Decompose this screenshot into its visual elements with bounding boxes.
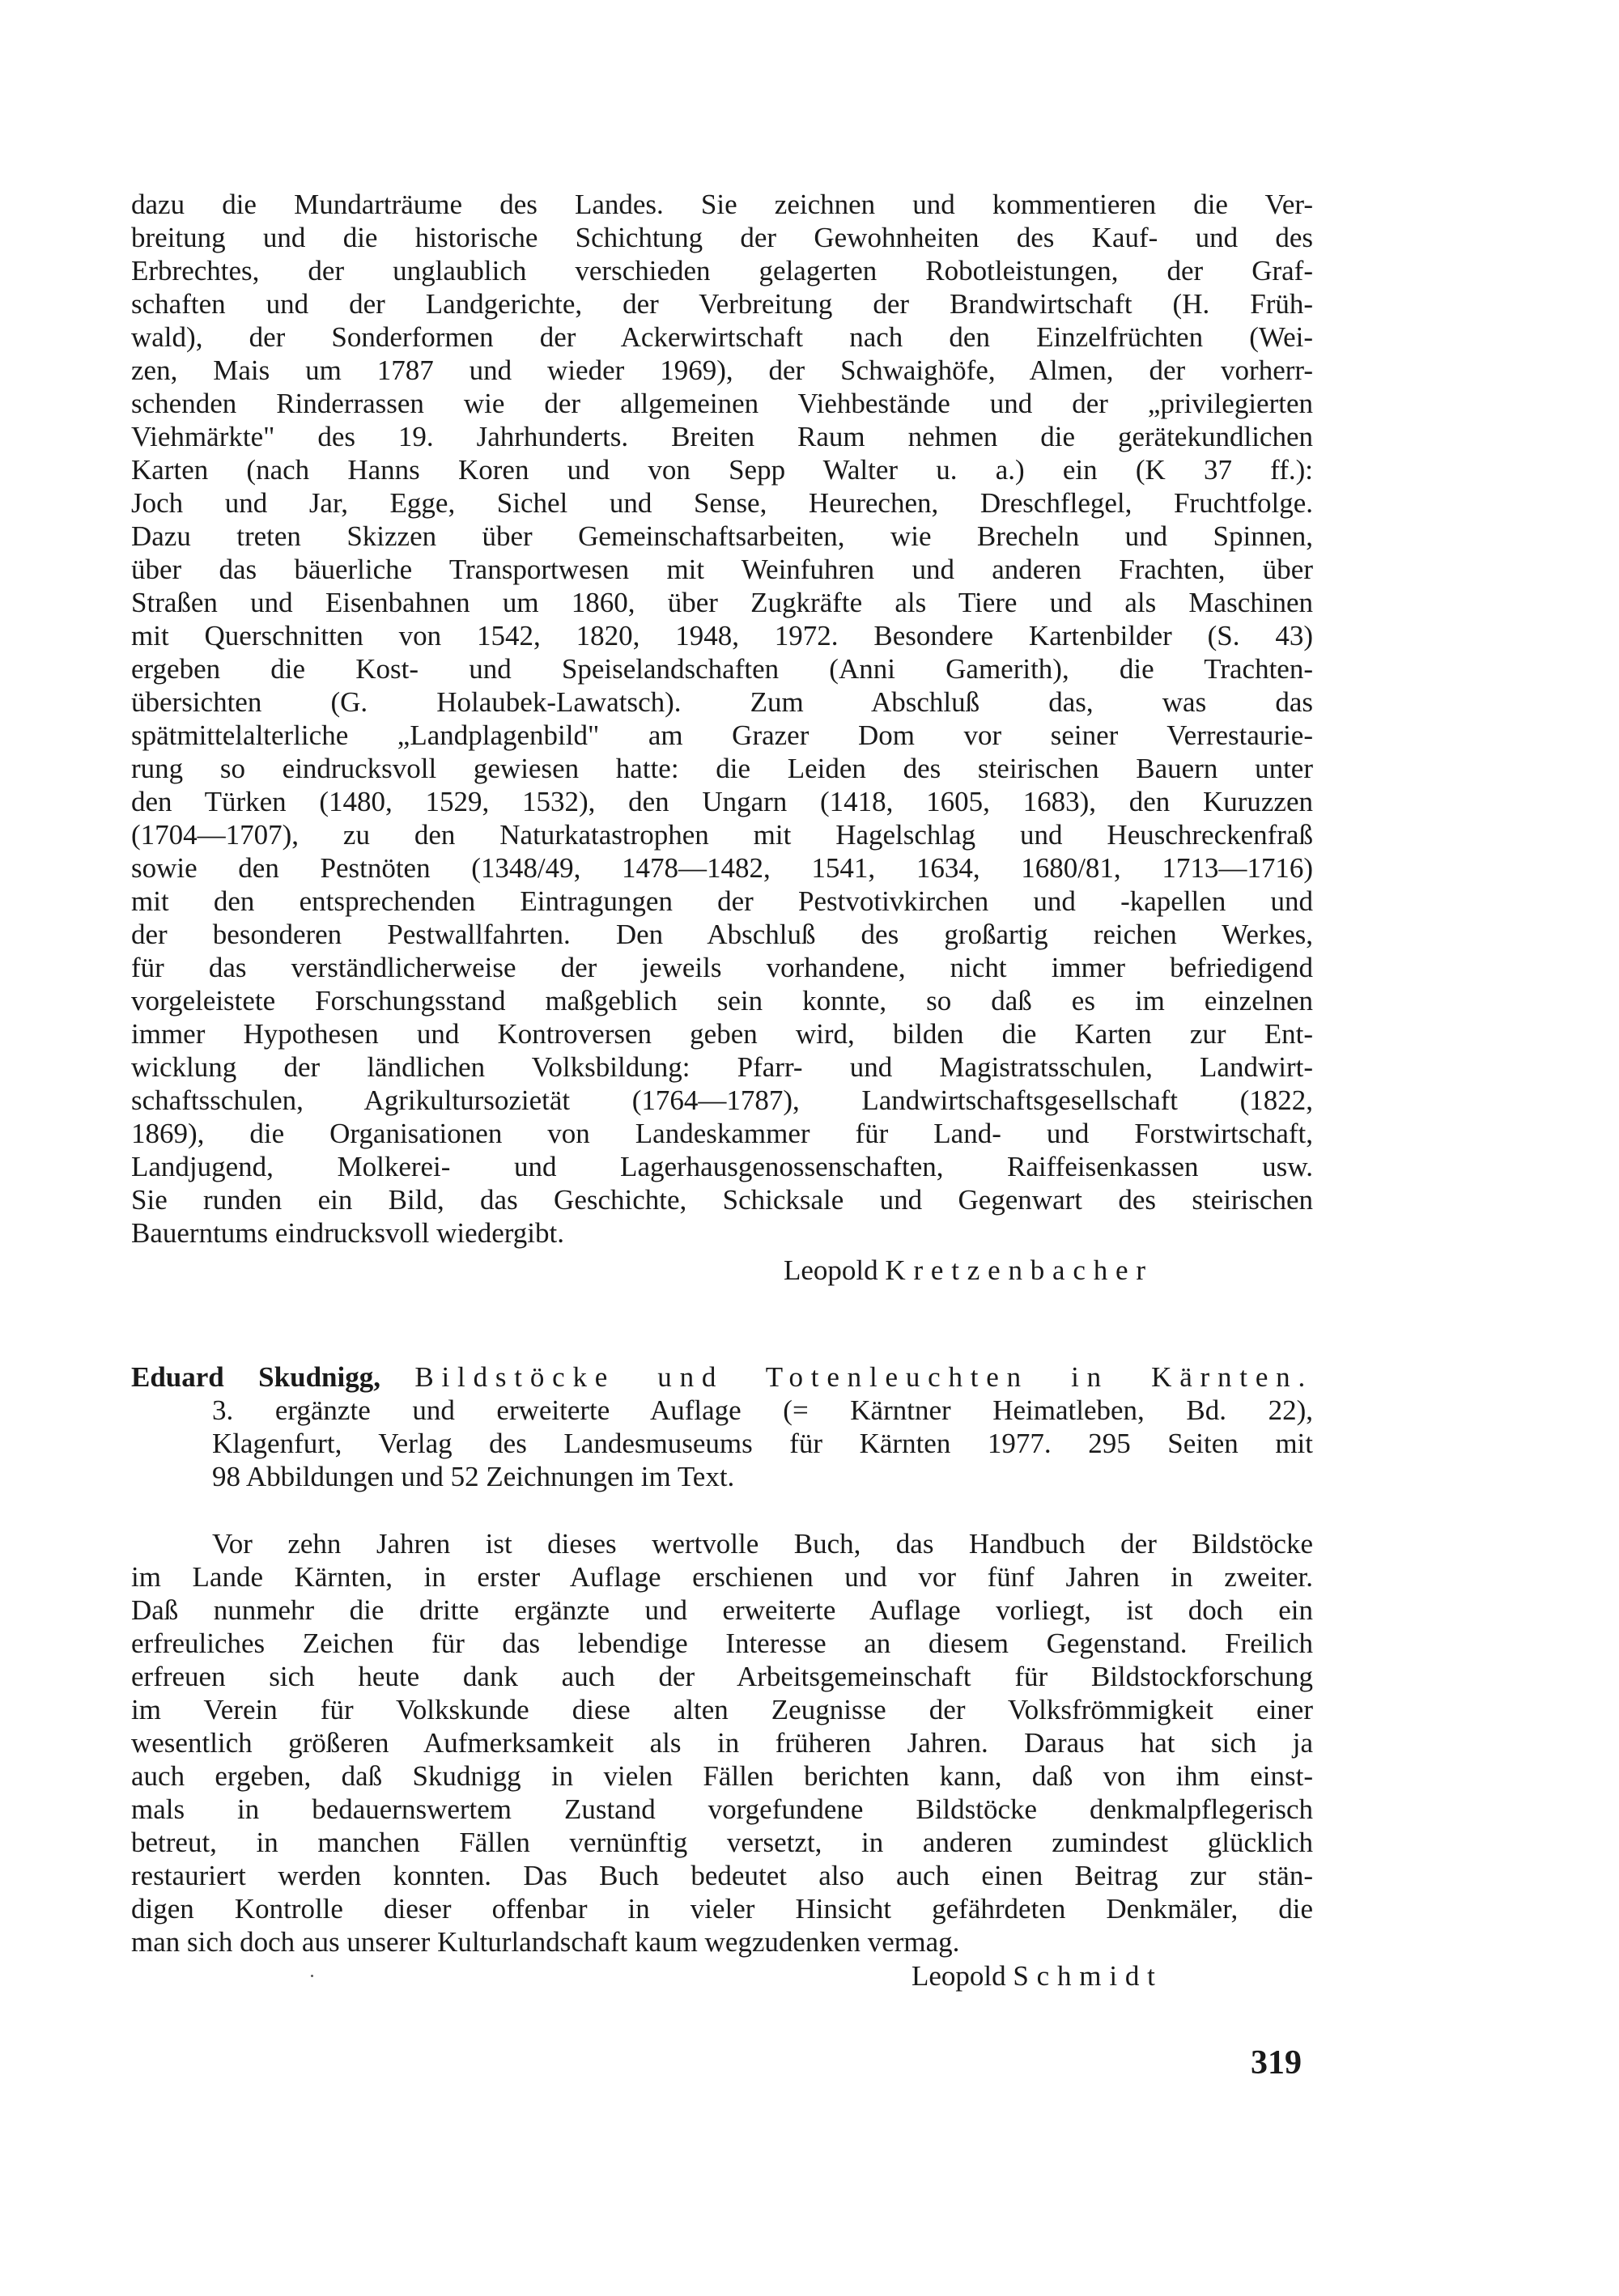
text-line: auch ergeben, daß Skudnigg in vielen Fällen berichten kann, daß von ihm einst- xyxy=(131,1760,1313,1792)
text-line: Karten (nach Hanns Koren und von Sepp Walter u. a.) ein (K 37 ff.): xyxy=(131,454,1313,486)
text-line: betreut, in manchen Fällen vernünftig versetzt, in anderen zumindest glücklich xyxy=(131,1827,1313,1858)
text-line: zen, Mais um 1787 und wieder 1969), der Schwaighöfe, Almen, der vorherr- xyxy=(131,354,1313,386)
text-line: der besonderen Pestwallfahrten. Den Abschluß des großartig reichen Werkes, xyxy=(131,919,1313,950)
text-line: Vor zehn Jahren ist dieses wertvolle Buch, das Handbuch der Bildstöcke xyxy=(212,1528,1313,1560)
text-line: erfreuliches Zeichen für das lebendige Interesse an diesem Gegenstand. Freilich xyxy=(131,1628,1313,1659)
text-line: spätmittelalterliche „Landplagenbild" am Grazer Dom vor seiner Verrestaurie- xyxy=(131,719,1313,751)
text-line: wesentlich größeren Aufmerksamkeit als in früheren Jahren. Daraus hat sich ja xyxy=(131,1727,1313,1759)
text-line: Sie runden ein Bild, das Geschichte, Schicksale und Gegenwart des steirischen xyxy=(131,1184,1313,1216)
text-line: breitung und die historische Schichtung der Gewohnheiten des Kauf- und des xyxy=(131,222,1313,253)
text-line: für das verständlicherweise der jeweils vorhandene, nicht immer befriedigend xyxy=(131,952,1313,983)
citation-line: Klagenfurt, Verlag des Landesmuseums für Kärnten 1977. 295 Seiten mit xyxy=(212,1428,1313,1459)
text-line: schenden Rinderrassen wie der allgemeinen Viehbestände und der „privilegierten xyxy=(131,388,1313,419)
text-line: mit den entsprechenden Eintragungen der Pestvotivkirchen und -kapellen und xyxy=(131,885,1313,917)
text-line: immer Hypothesen und Kontroversen geben wird, bilden die Karten zur Ent- xyxy=(131,1018,1313,1050)
signature-first-name: Leopold xyxy=(784,1254,878,1286)
text-line: Landjugend, Molkerei- und Lagerhausgenossenschaften, Raiffeisenkassen usw. xyxy=(131,1151,1313,1182)
print-speck xyxy=(311,1975,313,1977)
text-line: rung so eindrucksvoll gewiesen hatte: die Leiden des steirischen Bauern unter xyxy=(131,753,1313,784)
text-line: Joch und Jar, Egge, Sichel und Sense, Heurechen, Dreschflegel, Fruchtfolge. xyxy=(131,487,1313,519)
text-line: restauriert werden konnten. Das Buch bedeutet also auch einen Beitrag zur stän- xyxy=(131,1860,1313,1891)
text-line: wicklung der ländlichen Volksbildung: Pfarr- und Magistratsschulen, Landwirt- xyxy=(131,1051,1313,1083)
text-line: wald), der Sonderformen der Ackerwirtschaft nach den Einzelfrüchten (Wei- xyxy=(131,321,1313,353)
page-number: 319 xyxy=(1251,2044,1302,2082)
text-line: Daß nunmehr die dritte ergänzte und erweiterte Auflage vorliegt, ist doch ein xyxy=(131,1594,1313,1626)
text-line: 1869), die Organisationen von Landeskammer für Land- und Forstwirtschaft, xyxy=(131,1118,1313,1149)
text-line: mals in bedauernswertem Zustand vorgefundene Bildstöcke denkmalpflegerisch xyxy=(131,1793,1313,1825)
review-signature xyxy=(911,1960,1163,1993)
text-line: Dazu treten Skizzen über Gemeinschaftsarbeiten, wie Brecheln und Spinnen, xyxy=(131,520,1313,552)
review-signature xyxy=(784,1254,1154,1287)
text-line: Straßen und Eisenbahnen um 1860, über Zugkräfte als Tiere und als Maschinen xyxy=(131,587,1313,618)
text-line: sowie den Pestnöten (1348/49, 1478—1482, 1541, 1634, 1680/81, 1713—1716) xyxy=(131,852,1313,884)
text-line: (1704—1707), zu den Naturkatastrophen mit Hagelschlag und Heuschreckenfraß xyxy=(131,819,1313,851)
text-line: Viehmärkte" des 19. Jahrhunderts. Breiten Raum nehmen die gerätekundlichen xyxy=(131,421,1313,452)
text-line: mit Querschnitten von 1542, 1820, 1948, 1972. Besondere Kartenbilder (S. 43) xyxy=(131,620,1313,651)
text-line xyxy=(131,288,1313,320)
text-line: man sich doch aus unserer Kulturlandschaft kaum wegzudenken vermag. xyxy=(131,1926,960,1958)
signature-first-name: Leopold xyxy=(911,1960,1006,1992)
text-line: vorgeleistete Forschungsstand maßgeblich sein konnte, so daß es im einzelnen xyxy=(131,985,1313,1016)
signature-surname: Schmidt xyxy=(1013,1960,1163,1992)
signature-surname: Kretzenbacher xyxy=(885,1254,1154,1286)
text-line: übersichten (G. Holaubek-Lawatsch). Zum Abschluß das, was das xyxy=(131,686,1313,718)
text-line: Erbrechtes, der unglaublich verschieden gelagerten Robotleistungen, der Graf- xyxy=(131,255,1313,286)
text-line: digen Kontrolle dieser offenbar in vieler Hinsicht gefährdeten Denkmäler, die xyxy=(131,1893,1313,1925)
text-line: im Lande Kärnten, in erster Auflage erschienen und vor fünf Jahren in zweiter. xyxy=(131,1561,1313,1593)
text-line: den Türken (1480, 1529, 1532), den Ungarn (1418, 1605, 1683), den Kuruzzen xyxy=(131,786,1313,817)
text-line: Bauerntums eindrucksvoll wiedergibt. xyxy=(131,1217,564,1249)
text-line: erfreuen sich heute dank auch der Arbeitsgemeinschaft für Bildstockforschung xyxy=(131,1661,1313,1692)
book-author: Eduard Skudnigg, xyxy=(131,1361,380,1393)
text-line: ergeben die Kost- und Speiselandschaften (Anni Gamerith), die Trachten- xyxy=(131,653,1313,685)
text-segment: schaften und der Landgerichte, der Verbreitung der Brandwirtschaft (H. Früh- xyxy=(131,288,1313,320)
book-title: Bildstöcke und Totenleuchten in Kärnten. xyxy=(414,1361,1314,1393)
text-line: im Verein für Volkskunde diese alten Zeugnisse der Volksfrömmigkeit einer xyxy=(131,1694,1313,1725)
citation-heading xyxy=(131,1361,1313,1394)
text-line: über das bäuerliche Transportwesen mit Weinfuhren und anderen Frachten, über xyxy=(131,554,1313,585)
citation-line: 98 Abbildungen und 52 Zeichnungen im Text. xyxy=(212,1461,735,1492)
citation-line: 3. ergänzte und erweiterte Auflage (= Kärntner Heimatleben, Bd. 22), xyxy=(212,1394,1313,1426)
text-line: dazu die Mundarträume des Landes. Sie zeichnen und kommentieren die Ver- xyxy=(131,189,1313,220)
text-line: schaftsschulen, Agrikultursozietät (1764—1787), Landwirtschaftsgesellschaft (1822, xyxy=(131,1084,1313,1116)
